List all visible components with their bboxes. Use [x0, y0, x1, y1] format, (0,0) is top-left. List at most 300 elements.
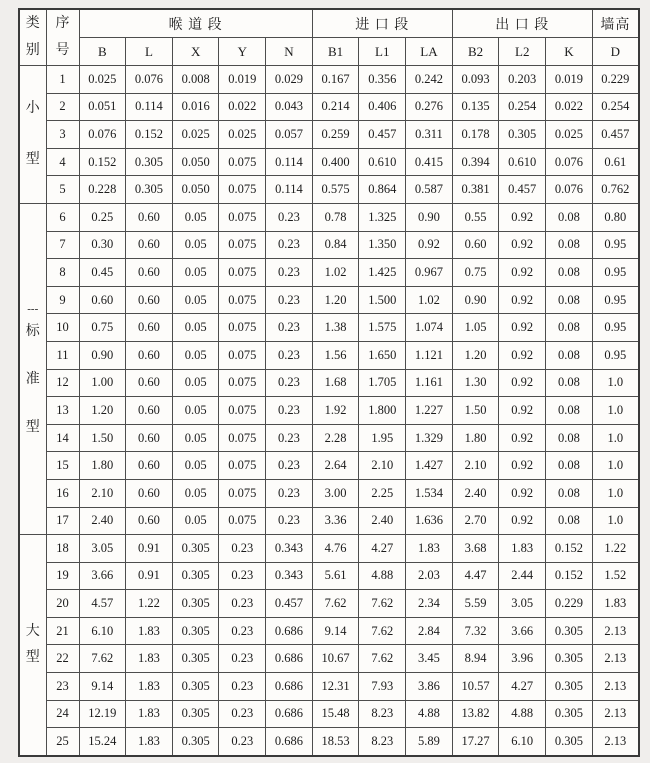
header-inlet-section: 进 口 段	[312, 9, 452, 38]
value-cell: 0.23	[219, 673, 266, 701]
value-cell: 0.92	[499, 231, 546, 259]
value-cell: 1.0	[592, 397, 639, 425]
value-cell: 1.83	[126, 673, 173, 701]
value-cell: 0.60	[126, 424, 173, 452]
value-cell: 2.70	[452, 507, 499, 535]
value-cell: 0.686	[266, 728, 313, 756]
value-cell: 0.23	[219, 728, 266, 756]
value-cell: 7.62	[312, 590, 359, 618]
value-cell: 2.25	[359, 479, 406, 507]
value-cell: 0.23	[219, 590, 266, 618]
value-cell: 0.019	[219, 66, 266, 94]
serial-cell: 8	[46, 259, 79, 287]
value-cell: 0.60	[126, 397, 173, 425]
value-cell: 4.88	[359, 562, 406, 590]
value-cell: 1.95	[359, 424, 406, 452]
value-cell: 1.02	[312, 259, 359, 287]
value-cell: 0.60	[126, 507, 173, 535]
value-cell: 0.92	[499, 507, 546, 535]
value-cell: 0.45	[79, 259, 126, 287]
value-cell: 0.075	[219, 479, 266, 507]
value-cell: 0.967	[406, 259, 453, 287]
value-cell: 4.27	[359, 535, 406, 563]
value-cell: 0.92	[499, 341, 546, 369]
value-cell: 1.074	[406, 314, 453, 342]
value-cell: 0.075	[219, 369, 266, 397]
value-cell: 1.227	[406, 397, 453, 425]
value-cell: 1.534	[406, 479, 453, 507]
value-cell: 0.23	[266, 424, 313, 452]
value-cell: 0.05	[172, 452, 219, 480]
value-cell: 0.686	[266, 700, 313, 728]
value-cell: 0.95	[592, 341, 639, 369]
value-cell: 0.686	[266, 673, 313, 701]
category-char: 型	[25, 649, 40, 665]
value-cell: 1.0	[592, 507, 639, 535]
col-header-l1: L1	[359, 38, 406, 66]
table-row	[19, 286, 639, 314]
value-cell: 0.025	[172, 121, 219, 149]
value-cell: 4.57	[79, 590, 126, 618]
category-cell-large	[19, 535, 46, 756]
serial-cell: 6	[46, 203, 79, 231]
value-cell: 7.93	[359, 673, 406, 701]
value-cell: 0.022	[219, 93, 266, 121]
value-cell: 0.23	[219, 645, 266, 673]
serial-cell: 12	[46, 369, 79, 397]
table-row	[19, 341, 639, 369]
header-throat-section: 喉 道 段	[79, 9, 312, 38]
serial-cell: 15	[46, 452, 79, 480]
category-char: 型	[25, 419, 40, 435]
value-cell: 0.05	[172, 203, 219, 231]
value-cell: 3.66	[499, 617, 546, 645]
value-cell: 0.23	[266, 397, 313, 425]
value-cell: 0.05	[172, 259, 219, 287]
value-cell: 0.457	[266, 590, 313, 618]
value-cell: 0.254	[592, 93, 639, 121]
header-category	[19, 9, 46, 66]
value-cell: 0.343	[266, 535, 313, 563]
value-cell: 0.152	[126, 121, 173, 149]
value-cell: 0.55	[452, 203, 499, 231]
value-cell: 0.305	[172, 673, 219, 701]
value-cell: 0.305	[126, 176, 173, 204]
value-cell: 1.22	[126, 590, 173, 618]
value-cell: 0.95	[592, 259, 639, 287]
value-cell: 0.057	[266, 121, 313, 149]
value-cell: 0.23	[266, 341, 313, 369]
value-cell: 0.92	[406, 231, 453, 259]
value-cell: 9.14	[79, 673, 126, 701]
value-cell: 7.32	[452, 617, 499, 645]
serial-cell: 9	[46, 286, 79, 314]
value-cell: 1.50	[79, 424, 126, 452]
value-cell: 0.093	[452, 66, 499, 94]
table-row	[19, 728, 639, 756]
value-cell: 0.92	[499, 452, 546, 480]
value-cell: 0.075	[219, 176, 266, 204]
value-cell: 0.305	[546, 700, 593, 728]
table-row	[19, 562, 639, 590]
category-char: 小	[25, 100, 40, 116]
header-category-char-1: 类	[25, 16, 40, 31]
value-cell: 0.076	[126, 66, 173, 94]
value-cell: 1.427	[406, 452, 453, 480]
value-cell: 0.075	[219, 452, 266, 480]
value-cell: 5.89	[406, 728, 453, 756]
value-cell: 0.864	[359, 176, 406, 204]
serial-cell: 1	[46, 66, 79, 94]
value-cell: 0.167	[312, 66, 359, 94]
value-cell: 1.0	[592, 369, 639, 397]
value-cell: 0.92	[499, 369, 546, 397]
value-cell: 0.587	[406, 176, 453, 204]
category-char: 大	[25, 623, 40, 639]
value-cell: 0.08	[546, 259, 593, 287]
value-cell: 3.66	[79, 562, 126, 590]
table-row	[19, 479, 639, 507]
table-row	[19, 203, 639, 231]
value-cell: 2.13	[592, 645, 639, 673]
value-cell: 2.03	[406, 562, 453, 590]
value-cell: 1.83	[592, 590, 639, 618]
value-cell: 0.60	[126, 369, 173, 397]
value-cell: 1.161	[406, 369, 453, 397]
table-row	[19, 700, 639, 728]
value-cell: 0.022	[546, 93, 593, 121]
value-cell: 0.92	[499, 286, 546, 314]
serial-cell: 14	[46, 424, 79, 452]
value-cell: 3.05	[79, 535, 126, 563]
value-cell: 0.60	[126, 452, 173, 480]
value-cell: 0.305	[546, 728, 593, 756]
value-cell: 0.23	[266, 231, 313, 259]
value-cell: 7.62	[359, 590, 406, 618]
table-row	[19, 507, 639, 535]
value-cell: 0.05	[172, 286, 219, 314]
value-cell: 0.394	[452, 148, 499, 176]
value-cell: 1.425	[359, 259, 406, 287]
value-cell: 0.075	[219, 231, 266, 259]
value-cell: 1.00	[79, 369, 126, 397]
value-cell: 0.92	[499, 397, 546, 425]
value-cell: 0.152	[79, 148, 126, 176]
value-cell: 2.44	[499, 562, 546, 590]
header-row-groups	[19, 9, 639, 38]
table-row	[19, 617, 639, 645]
value-cell: 0.95	[592, 231, 639, 259]
value-cell: 0.60	[126, 341, 173, 369]
value-cell: 0.80	[592, 203, 639, 231]
value-cell: 0.08	[546, 369, 593, 397]
value-cell: 2.13	[592, 700, 639, 728]
value-cell: 1.56	[312, 341, 359, 369]
serial-cell: 4	[46, 148, 79, 176]
value-cell: 0.60	[126, 479, 173, 507]
value-cell: 13.82	[452, 700, 499, 728]
serial-cell: 24	[46, 700, 79, 728]
value-cell: 1.83	[126, 700, 173, 728]
value-cell: 0.276	[406, 93, 453, 121]
col-header-x: X	[172, 38, 219, 66]
value-cell: 0.305	[172, 590, 219, 618]
value-cell: 0.61	[592, 148, 639, 176]
serial-cell: 7	[46, 231, 79, 259]
value-cell: 0.610	[359, 148, 406, 176]
value-cell: 0.457	[592, 121, 639, 149]
value-cell: 0.135	[452, 93, 499, 121]
value-cell: 1.83	[126, 728, 173, 756]
value-cell: 0.415	[406, 148, 453, 176]
value-cell: 0.406	[359, 93, 406, 121]
value-cell: 0.08	[546, 203, 593, 231]
value-cell: 0.076	[546, 148, 593, 176]
serial-cell: 21	[46, 617, 79, 645]
value-cell: 15.48	[312, 700, 359, 728]
value-cell: 1.38	[312, 314, 359, 342]
value-cell: 0.228	[79, 176, 126, 204]
table-row	[19, 148, 639, 176]
category-cell-standard	[19, 203, 46, 534]
serial-cell: 25	[46, 728, 79, 756]
value-cell: 0.343	[266, 562, 313, 590]
category-char: 标	[25, 323, 40, 339]
value-cell: 1.0	[592, 452, 639, 480]
value-cell: 0.242	[406, 66, 453, 94]
value-cell: 3.00	[312, 479, 359, 507]
value-cell: 0.23	[266, 259, 313, 287]
value-cell: 0.686	[266, 617, 313, 645]
value-cell: 1.68	[312, 369, 359, 397]
value-cell: 3.86	[406, 673, 453, 701]
value-cell: 1.705	[359, 369, 406, 397]
col-header-b2: B2	[452, 38, 499, 66]
table-row	[19, 397, 639, 425]
value-cell: 1.80	[452, 424, 499, 452]
header-category-char-2: 别	[25, 43, 40, 58]
value-cell: 4.47	[452, 562, 499, 590]
value-cell: 0.075	[219, 203, 266, 231]
category-cell-small	[19, 66, 46, 204]
value-cell: 1.0	[592, 479, 639, 507]
value-cell: 0.08	[546, 341, 593, 369]
value-cell: 0.90	[406, 203, 453, 231]
serial-cell: 5	[46, 176, 79, 204]
value-cell: 3.05	[499, 590, 546, 618]
value-cell: 0.92	[499, 203, 546, 231]
value-cell: 2.40	[79, 507, 126, 535]
value-cell: 6.10	[79, 617, 126, 645]
value-cell: 0.050	[172, 176, 219, 204]
value-cell: 0.152	[546, 562, 593, 590]
header-row-columns	[19, 38, 639, 66]
value-cell: 0.305	[126, 148, 173, 176]
value-cell: 1.20	[79, 397, 126, 425]
value-cell: 0.203	[499, 66, 546, 94]
value-cell: 0.305	[172, 562, 219, 590]
value-cell: 0.686	[266, 645, 313, 673]
value-cell: 0.08	[546, 452, 593, 480]
serial-cell: 10	[46, 314, 79, 342]
value-cell: 9.14	[312, 617, 359, 645]
table-row	[19, 121, 639, 149]
value-cell: 17.27	[452, 728, 499, 756]
value-cell: 0.08	[546, 424, 593, 452]
value-cell: 0.92	[499, 424, 546, 452]
value-cell: 0.305	[172, 535, 219, 563]
header-serial-char-2: 号	[55, 43, 70, 58]
value-cell: 1.500	[359, 286, 406, 314]
value-cell: 0.075	[219, 397, 266, 425]
value-cell: 1.20	[452, 341, 499, 369]
value-cell: 1.329	[406, 424, 453, 452]
value-cell: 0.311	[406, 121, 453, 149]
value-cell: 2.84	[406, 617, 453, 645]
value-cell: 10.67	[312, 645, 359, 673]
value-cell: 0.08	[546, 507, 593, 535]
col-header-d: D	[592, 38, 639, 66]
serial-cell: 22	[46, 645, 79, 673]
value-cell: 0.60	[126, 259, 173, 287]
category-char: 准	[25, 371, 40, 387]
value-cell: 2.40	[359, 507, 406, 535]
value-cell: 2.13	[592, 673, 639, 701]
value-cell: 0.575	[312, 176, 359, 204]
value-cell: 0.254	[499, 93, 546, 121]
value-cell: 3.96	[499, 645, 546, 673]
col-header-l: L	[126, 38, 173, 66]
value-cell: 0.457	[359, 121, 406, 149]
value-cell: 0.043	[266, 93, 313, 121]
value-cell: 0.019	[546, 66, 593, 94]
serial-cell: 16	[46, 479, 79, 507]
table-row	[19, 66, 639, 94]
value-cell: 1.22	[592, 535, 639, 563]
value-cell: 2.34	[406, 590, 453, 618]
value-cell: 3.45	[406, 645, 453, 673]
value-cell: 0.05	[172, 507, 219, 535]
value-cell: 4.76	[312, 535, 359, 563]
value-cell: 1.83	[499, 535, 546, 563]
serial-cell: 3	[46, 121, 79, 149]
value-cell: 0.229	[546, 590, 593, 618]
value-cell: 0.75	[79, 314, 126, 342]
value-cell: 1.05	[452, 314, 499, 342]
table-row	[19, 645, 639, 673]
value-cell: 3.36	[312, 507, 359, 535]
value-cell: 1.575	[359, 314, 406, 342]
value-cell: 0.400	[312, 148, 359, 176]
value-cell: 0.051	[79, 93, 126, 121]
value-cell: 1.350	[359, 231, 406, 259]
value-cell: 0.114	[126, 93, 173, 121]
col-header-y: Y	[219, 38, 266, 66]
value-cell: 2.10	[79, 479, 126, 507]
value-cell: 1.636	[406, 507, 453, 535]
table-row	[19, 590, 639, 618]
value-cell: 7.62	[359, 617, 406, 645]
value-cell: 1.83	[406, 535, 453, 563]
value-cell: 0.05	[172, 231, 219, 259]
value-cell: 12.31	[312, 673, 359, 701]
value-cell: 6.10	[499, 728, 546, 756]
value-cell: 0.259	[312, 121, 359, 149]
value-cell: 0.60	[126, 203, 173, 231]
serial-cell: 23	[46, 673, 79, 701]
value-cell: 18.53	[312, 728, 359, 756]
value-cell: 0.91	[126, 562, 173, 590]
value-cell: 8.23	[359, 700, 406, 728]
value-cell: 0.152	[546, 535, 593, 563]
value-cell: 1.325	[359, 203, 406, 231]
value-cell: 0.78	[312, 203, 359, 231]
value-cell: 0.05	[172, 369, 219, 397]
value-cell: 0.23	[266, 479, 313, 507]
value-cell: 0.08	[546, 397, 593, 425]
value-cell: 0.84	[312, 231, 359, 259]
value-cell: 0.075	[219, 507, 266, 535]
value-cell: 0.95	[592, 286, 639, 314]
value-cell: 0.08	[546, 479, 593, 507]
value-cell: 4.88	[406, 700, 453, 728]
header-outlet-section: 出 口 段	[452, 9, 592, 38]
value-cell: 0.60	[452, 231, 499, 259]
flume-dimension-table	[18, 8, 640, 757]
col-header-la: LA	[406, 38, 453, 66]
category-char: 型	[25, 151, 40, 167]
value-cell: 1.83	[126, 645, 173, 673]
value-cell: 1.83	[126, 617, 173, 645]
table-row	[19, 535, 639, 563]
value-cell: 0.305	[499, 121, 546, 149]
value-cell: 0.075	[219, 259, 266, 287]
value-cell: 0.075	[219, 424, 266, 452]
value-cell: 0.305	[172, 617, 219, 645]
value-cell: 0.305	[546, 617, 593, 645]
value-cell: 0.114	[266, 148, 313, 176]
serial-cell: 2	[46, 93, 79, 121]
value-cell: 2.10	[359, 452, 406, 480]
value-cell: 2.64	[312, 452, 359, 480]
table-row	[19, 424, 639, 452]
value-cell: 0.016	[172, 93, 219, 121]
value-cell: 0.90	[79, 341, 126, 369]
value-cell: 0.305	[172, 700, 219, 728]
table-row	[19, 452, 639, 480]
value-cell: 4.88	[499, 700, 546, 728]
value-cell: 7.62	[79, 645, 126, 673]
table-row	[19, 176, 639, 204]
table-row	[19, 673, 639, 701]
value-cell: 0.025	[219, 121, 266, 149]
serial-cell: 17	[46, 507, 79, 535]
value-cell: 2.13	[592, 728, 639, 756]
value-cell: 1.121	[406, 341, 453, 369]
value-cell: 0.08	[546, 231, 593, 259]
value-cell: 1.02	[406, 286, 453, 314]
value-cell: 1.800	[359, 397, 406, 425]
value-cell: 1.20	[312, 286, 359, 314]
value-cell: 0.05	[172, 479, 219, 507]
category-dashes: ---	[27, 302, 39, 315]
value-cell: 0.75	[452, 259, 499, 287]
value-cell: 0.025	[546, 121, 593, 149]
serial-cell: 11	[46, 341, 79, 369]
value-cell: 0.23	[266, 507, 313, 535]
value-cell: 0.30	[79, 231, 126, 259]
value-cell: 1.0	[592, 424, 639, 452]
